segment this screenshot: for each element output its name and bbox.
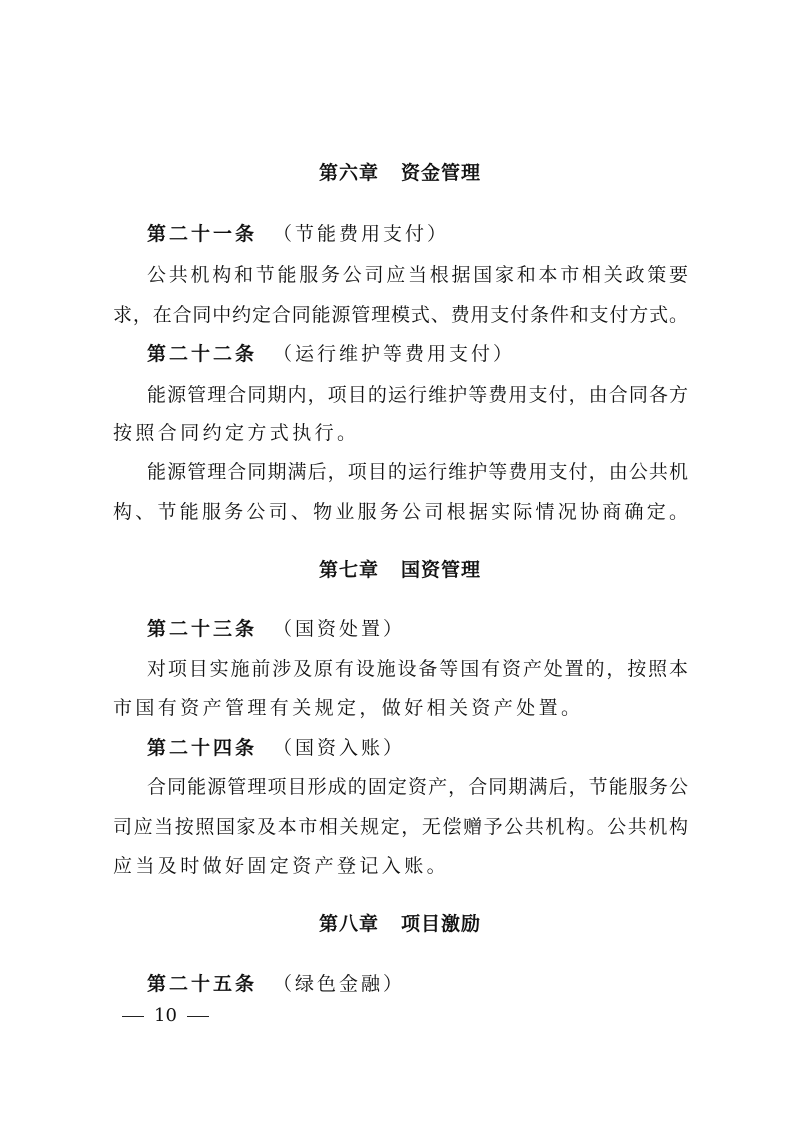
chapter-title: 资金管理 bbox=[401, 162, 482, 184]
dash-left bbox=[122, 1016, 144, 1017]
chapter-heading bbox=[0, 909, 800, 936]
page-number bbox=[122, 1005, 209, 1026]
article-title: （国资处置） bbox=[273, 618, 406, 640]
article-number: 第二十一条 bbox=[147, 223, 258, 245]
paragraph-line: 按照合同约定方式执行。 bbox=[113, 422, 360, 444]
article-title: （运行维护等费用支付） bbox=[273, 343, 516, 365]
paragraph-line: 公共机构和节能服务公司应当根据国家和本市相关政策要 bbox=[147, 264, 688, 286]
chapter-heading bbox=[0, 158, 800, 185]
article-heading bbox=[147, 219, 449, 246]
chapter-number: 第八章 bbox=[318, 913, 379, 935]
article-heading bbox=[147, 969, 405, 996]
article-number: 第二十二条 bbox=[147, 343, 258, 365]
article-heading bbox=[147, 733, 405, 760]
chapter-title: 国资管理 bbox=[401, 559, 482, 581]
paragraph-line: 能源管理合同期满后，项目的运行维护等费用支付，由公共机 bbox=[147, 461, 688, 483]
paragraph-line: 市国有资产管理有关规定，做好相关资产处置。 bbox=[113, 697, 584, 719]
article-title: （国资入账） bbox=[273, 737, 406, 759]
page-number-value: 10 bbox=[154, 1005, 177, 1026]
article-title: （绿色金融） bbox=[273, 973, 406, 995]
article-title: （节能费用支付） bbox=[273, 223, 450, 245]
chapter-number: 第七章 bbox=[318, 559, 379, 581]
chapter-title: 项目激励 bbox=[401, 913, 482, 935]
article-number: 第二十三条 bbox=[147, 618, 258, 640]
article-heading bbox=[147, 614, 405, 641]
paragraph-line: 司应当按照国家及本市相关规定，无偿赠予公共机构。公共机构 bbox=[113, 816, 688, 838]
chapter-number: 第六章 bbox=[318, 162, 379, 184]
article-number: 第二十五条 bbox=[147, 973, 258, 995]
article-heading bbox=[147, 339, 515, 366]
dash-right bbox=[187, 1016, 209, 1017]
chapter-heading bbox=[0, 555, 800, 582]
paragraph-line: 求，在合同中约定合同能源管理模式、费用支付条件和支付方式。 bbox=[113, 304, 688, 326]
paragraph-line: 合同能源管理项目形成的固定资产，合同期满后，节能服务公 bbox=[147, 776, 688, 798]
paragraph-line: 应当及时做好固定资产登记入账。 bbox=[113, 855, 450, 877]
article-number: 第二十四条 bbox=[147, 737, 258, 759]
paragraph-line: 对项目实施前涉及原有设施设备等国有资产处置的，按照本 bbox=[147, 658, 688, 680]
paragraph-line: 构、节能服务公司、物业服务公司根据实际情况协商确定。 bbox=[113, 501, 688, 523]
paragraph-line: 能源管理合同期内，项目的运行维护等费用支付，由合同各方 bbox=[147, 384, 688, 406]
